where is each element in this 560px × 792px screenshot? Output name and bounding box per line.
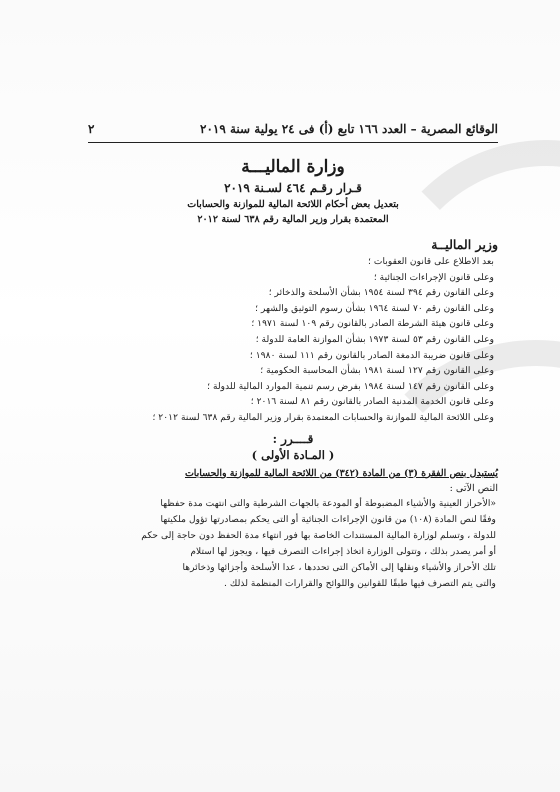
body-line: تلك الأحراز والأشياء ونقلها إلى الأماكن التى تحددها ، عدا الأسلحة وأجزائها وذخائرها bbox=[182, 561, 496, 573]
recital-item: وعلى اللائحة المالية للموازنة والحسابات المعتمدة بقرار وزير المالية رقم ٦٣٨ لسنة ٢٠١٢ ؛ bbox=[152, 411, 494, 423]
recital-item: وعلى القانون رقم ٥٣ لسنة ١٩٧٣ بشأن الموازنة العامة للدولة ؛ bbox=[255, 333, 494, 345]
article-body bbox=[88, 496, 498, 592]
recital-item: وعلى قانون ضريبة الدمغة الصادر بالقانون رقم ١١١ لسنة ١٩٨٠ ؛ bbox=[249, 349, 494, 361]
body-line: للدولة ، وتسلم لوزارة المالية المستندات الخاصة بها فور انتهاء مدة الحفظ دون حاجة إلى حكم bbox=[141, 529, 496, 541]
body-line: وفقًا لنص المادة (١٠٨) من قانون الإجراءات الجنائية أو التى يحكم بمصادرتها تؤول ملكيتها bbox=[160, 513, 496, 525]
body-line: أو أمر يصدر بذلك ، وتتولى الوزارة اتخاذ إجراءات التصرف فيها ، ويجوز لها استلام bbox=[190, 545, 496, 557]
body-line: والتى يتم التصرف فيها طبقًا للقوانين واللوائح والقرارات المنظمة لذلك . bbox=[223, 577, 496, 589]
recital-item: بعد الاطلاع على قانون العقوبات ؛ bbox=[367, 256, 494, 267]
running-title: الوقائع المصرية – العدد ١٦٦ تابع (أ) فى ٢٤ يولية سنة ٢٠١٩ bbox=[200, 122, 498, 136]
recital-item: وعلى القانون رقم ٧٠ لسنة ١٩٦٤ بشأن رسوم التوثيق والشهر ؛ bbox=[255, 302, 494, 314]
decree-title: قـرار رقـم ٤٦٤ لسـنة ٢٠١٩ bbox=[224, 181, 362, 195]
recital-item: وعلى القانون رقم ١٢٧ لسنة ١٩٨١ بشأن المحاسبة الحكومية ؛ bbox=[260, 365, 494, 377]
replacement-clause: يُستبدل بنص الفقرة (٣) من المادة (٣٤٢) من اللائحة المالية للموازنة والحسابات bbox=[184, 467, 498, 479]
page-header bbox=[88, 122, 498, 143]
body-line: «الأحراز العينية والأشياء المضبوطة أو المودعة بالجهات الشرطية والتى انتهت مدة حفظها bbox=[160, 497, 496, 509]
decided-heading: قــــرر : bbox=[272, 431, 314, 446]
page-number: ٢ bbox=[88, 122, 95, 136]
gazette-content bbox=[88, 122, 498, 592]
recital-item: وعلى القانون رقم ٣٩٤ لسنة ١٩٥٤ بشأن الأسلحة والذخائر ؛ bbox=[268, 287, 494, 299]
ministry-title: وزارة الماليـــة bbox=[241, 157, 345, 177]
recitals-list bbox=[88, 254, 498, 426]
minister-heading: وزير الماليــة bbox=[431, 237, 498, 252]
recital-item: وعلى قانون هيئة الشرطة الصادر بالقانون رقم ١٠٩ لسنة ١٩٧١ ؛ bbox=[251, 318, 494, 330]
new-text-label: النص الآتى : bbox=[449, 482, 498, 494]
decree-subject bbox=[88, 197, 498, 227]
recital-item: وعلى قانون الخدمة المدنية الصادر بالقانون رقم ٨١ لسنة ٢٠١٦ ؛ bbox=[250, 396, 494, 408]
recital-item: وعلى قانون الإجراءات الجنائية ؛ bbox=[373, 271, 494, 283]
article-heading: ( المـادة الأولى ) bbox=[251, 447, 335, 462]
recital-item: وعلى القانون رقم ١٤٧ لسنة ١٩٨٤ بفرض رسم تنمية الموارد المالية للدولة ؛ bbox=[207, 380, 494, 392]
subject-line: بتعديل بعض أحكام اللائحة المالية للموازنة والحسابات bbox=[187, 199, 399, 210]
subject-line: المعتمدة بقرار وزير المالية رقم ٦٣٨ لسنة ٢٠١٢ bbox=[197, 214, 389, 225]
